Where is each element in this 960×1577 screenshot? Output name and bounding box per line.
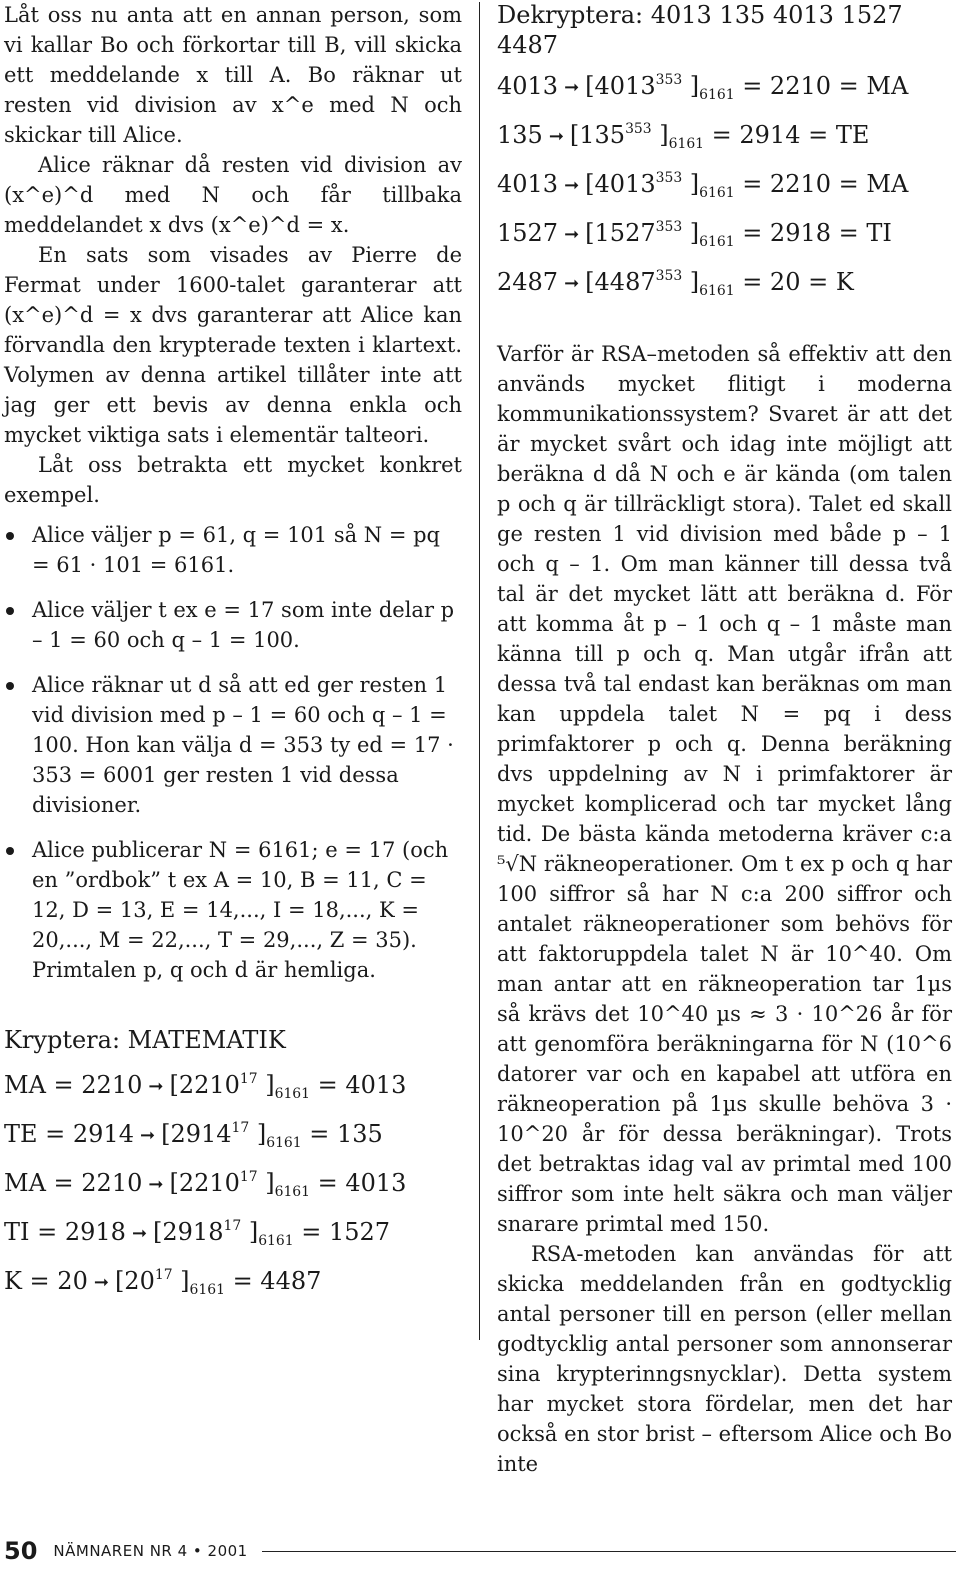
equation-exponent: 353	[655, 267, 683, 284]
equation-base: [4013	[585, 170, 656, 198]
equation-base: [2914	[161, 1120, 232, 1148]
equation-lhs: TE = 2914	[4, 1120, 134, 1148]
equation-bracket: ]	[249, 1120, 267, 1148]
left-column	[4, 0, 462, 1308]
equation-row	[497, 162, 952, 211]
arrow-icon: ➞	[564, 224, 580, 245]
encrypt-heading: Kryptera: MATEMATIK	[4, 1026, 286, 1054]
equation-lhs: 4013	[497, 72, 559, 100]
equation-modulus: 6161	[258, 1232, 294, 1249]
equation-base: [135	[569, 121, 626, 149]
paragraph: Låt oss betrakta ett mycket konkret exempel.	[4, 453, 462, 507]
equation-lhs: MA = 2210	[4, 1071, 143, 1099]
equation-modulus: 6161	[699, 86, 735, 103]
equation-bracket: ]	[682, 219, 700, 247]
equation-result: = 2210 = MA	[734, 170, 909, 198]
arrow-icon: ➞	[564, 77, 580, 98]
equation-base: [1527	[585, 219, 656, 247]
equation-bracket: ]	[682, 170, 700, 198]
arrow-icon: ➞	[564, 175, 580, 196]
equation-row	[4, 1063, 462, 1112]
equation-lhs: K = 20	[4, 1267, 88, 1295]
equation-base: [2210	[169, 1169, 240, 1197]
decrypt-equations	[497, 64, 952, 309]
equation-modulus: 6161	[274, 1183, 310, 1200]
equation-exponent: 353	[655, 169, 683, 186]
equation-bracket: ]	[172, 1267, 190, 1295]
footer-rule	[262, 1551, 956, 1552]
arrow-icon: ➞	[139, 1125, 156, 1146]
equation-modulus: 6161	[189, 1281, 225, 1298]
equation-result: = 135	[301, 1120, 383, 1148]
equation-exponent: 17	[223, 1217, 242, 1234]
equation-bracket: ]	[257, 1169, 275, 1197]
decrypt-heading: Dekryptera: 4013 135 4013 1527 4487	[497, 1, 903, 59]
paragraph: Varför är RSA–metoden så effektiv att den används mycket flitigt i moderna kommunikationssystem? Svaret är att det är mycket svårt och idag inte möjligt att beräkna d då N och e är kända (om talen p och q är tillräckligt stora). Talet ed skall ge resten 1 vid division med både p – 1 och q – 1. Om man känner till dessa två tal är det mycket lätt att beräkna d. För att komma åt p – 1 och q – 1 måste man känna till p och q. Man utgår ifrån att dessa två tal endast kan beräknas om man kan uppdela talet N = pq i dess primfaktorer p och q. Denna beräkning dvs uppdelning av N i primfaktorer är mycket komplicerad och tar mycket lång tid. De bästa kända metoderna kräver c:a ⁵√N räkneoperationer. Om t ex p och q har 100 siffror så har N c:a 200 siffror och antalet räkneoperationer som behövs för att faktoruppdela talet N är 10^40. Om man antar att en räkneoperation tar 1µs så krävs det 10^40 µs ≈ 3 · 10^26 år för att genomföra beräkningarna för N (10^6 datorer var och en kapabel att utföra en räkneoperation på 1µs skulle behöva 3 · 10^20 år för dessa beräkningar). Trots det betraktas idag val av primtal med 100 siffror som inte helt säkra och man väljer snarare primtal med 150.	[497, 342, 952, 1236]
journal-name: NÄMNAREN NR 4 • 2001	[53, 1542, 248, 1560]
equation-modulus: 6161	[699, 184, 735, 201]
equation-result: = 2918 = TI	[734, 219, 892, 247]
equation-row	[497, 211, 952, 260]
equation-lhs: 1527	[497, 219, 559, 247]
paragraph: RSA-metoden kan användas för att skicka meddelanden från en godtycklig antal personer till en person (eller mellan godtycklig antal personer som annonserar sina krypterinngsnycklar). Detta system har mycket stora fördelar, men det har också en stor brist – eftersom Alice och Bo inte	[497, 1242, 952, 1476]
equation-exponent: 353	[655, 71, 683, 88]
paragraph: Alice räknar då resten vid division av (x^e)^d med N och får tillbaka meddelandet x dvs (x^e)^d = x.	[4, 153, 462, 237]
arrow-icon: ➞	[148, 1174, 164, 1195]
equation-modulus: 6161	[668, 135, 705, 152]
equation-modulus: 6161	[266, 1134, 302, 1151]
equation-result: = 4013	[310, 1169, 407, 1197]
equation-exponent: 353	[655, 218, 683, 235]
equation-bracket: ]	[651, 121, 669, 149]
encrypt-equations	[4, 1063, 462, 1308]
equation-row	[4, 1259, 462, 1308]
equation-result: = 20 = K	[734, 268, 854, 296]
equation-base: [20	[114, 1267, 155, 1295]
equation-exponent: 17	[231, 1119, 250, 1136]
equation-lhs: TI = 2918	[4, 1218, 126, 1246]
arrow-icon: ➞	[131, 1223, 148, 1244]
equation-exponent: 17	[239, 1070, 258, 1087]
page-number: 50	[4, 1537, 38, 1565]
equation-base: [2918	[153, 1218, 224, 1246]
equation-result: = 1527	[293, 1218, 391, 1246]
column-divider	[479, 2, 480, 1340]
arrow-icon: ➞	[148, 1076, 164, 1097]
equation-row	[4, 1161, 462, 1210]
arrow-icon: ➞	[93, 1272, 109, 1293]
equation-base: [4487	[585, 268, 656, 296]
equation-row	[497, 260, 952, 309]
equation-result: = 2914 = TE	[704, 121, 870, 149]
right-column	[497, 0, 952, 1479]
equation-row	[497, 64, 952, 113]
page-footer	[4, 1536, 956, 1566]
equation-bracket: ]	[682, 72, 700, 100]
equation-base: [4013	[585, 72, 656, 100]
equation-modulus: 6161	[274, 1085, 310, 1102]
equation-lhs: 4013	[497, 170, 559, 198]
equation-lhs: 2487	[497, 268, 559, 296]
equation-exponent: 353	[625, 120, 652, 137]
equation-result: = 2210 = MA	[734, 72, 909, 100]
paragraph: Låt oss nu anta att en annan person, som vi kallar Bo och förkortar till B, vill skicka ett meddelande x till A. Bo räknar ut resten vid division av x^e med N och skickar till Alice.	[4, 3, 462, 147]
equation-exponent: 17	[154, 1266, 173, 1283]
equation-lhs: MA = 2210	[4, 1169, 143, 1197]
paragraph: En sats som visades av Pierre de Fermat under 1600-talet garanterar att (x^e)^d = x dvs garanterar att Alice kan förvandla den krypterade texten i klartext. Volymen av denna artikel tillåter inte att jag ger ett bevis av denna enkla och mycket viktiga sats i elementär talteori.	[4, 243, 462, 447]
equation-result: = 4013	[310, 1071, 407, 1099]
equation-exponent: 17	[239, 1168, 258, 1185]
bullet-item: Alice väljer p = 61, q = 101 så N = pq = 61 · 101 = 6161.	[4, 520, 462, 580]
equation-row	[4, 1112, 462, 1161]
equation-base: [2210	[169, 1071, 240, 1099]
arrow-icon: ➞	[564, 273, 580, 294]
bullet-item: Alice publicerar N = 6161; e = 17 (och en ”ordbok” t ex A = 10, B = 11, C = 12, D = 13, E = 14,..., I = 18,..., K = 20,..., M = 22,..., T = 29,..., Z = 35). Primtalen p, q och d är hemliga.	[4, 835, 462, 985]
equation-row	[497, 113, 952, 162]
bullet-item: Alice räknar ut d så att ed ger resten 1 vid division med p – 1 = 60 och q – 1 = 100. Hon kan välja d = 353 ty ed = 17 · 353 = 6001 ger resten 1 vid dessa divisioner.	[4, 670, 462, 820]
equation-modulus: 6161	[699, 282, 735, 299]
equation-lhs: 135	[497, 121, 543, 149]
equation-row	[4, 1210, 462, 1259]
equation-modulus: 6161	[699, 233, 735, 250]
bullet-item: Alice väljer t ex e = 17 som inte delar p – 1 = 60 och q – 1 = 100.	[4, 595, 462, 655]
arrow-icon: ➞	[548, 126, 564, 147]
equation-bracket: ]	[257, 1071, 275, 1099]
equation-bracket: ]	[682, 268, 700, 296]
equation-result: = 4487	[224, 1267, 322, 1295]
equation-bracket: ]	[241, 1218, 259, 1246]
